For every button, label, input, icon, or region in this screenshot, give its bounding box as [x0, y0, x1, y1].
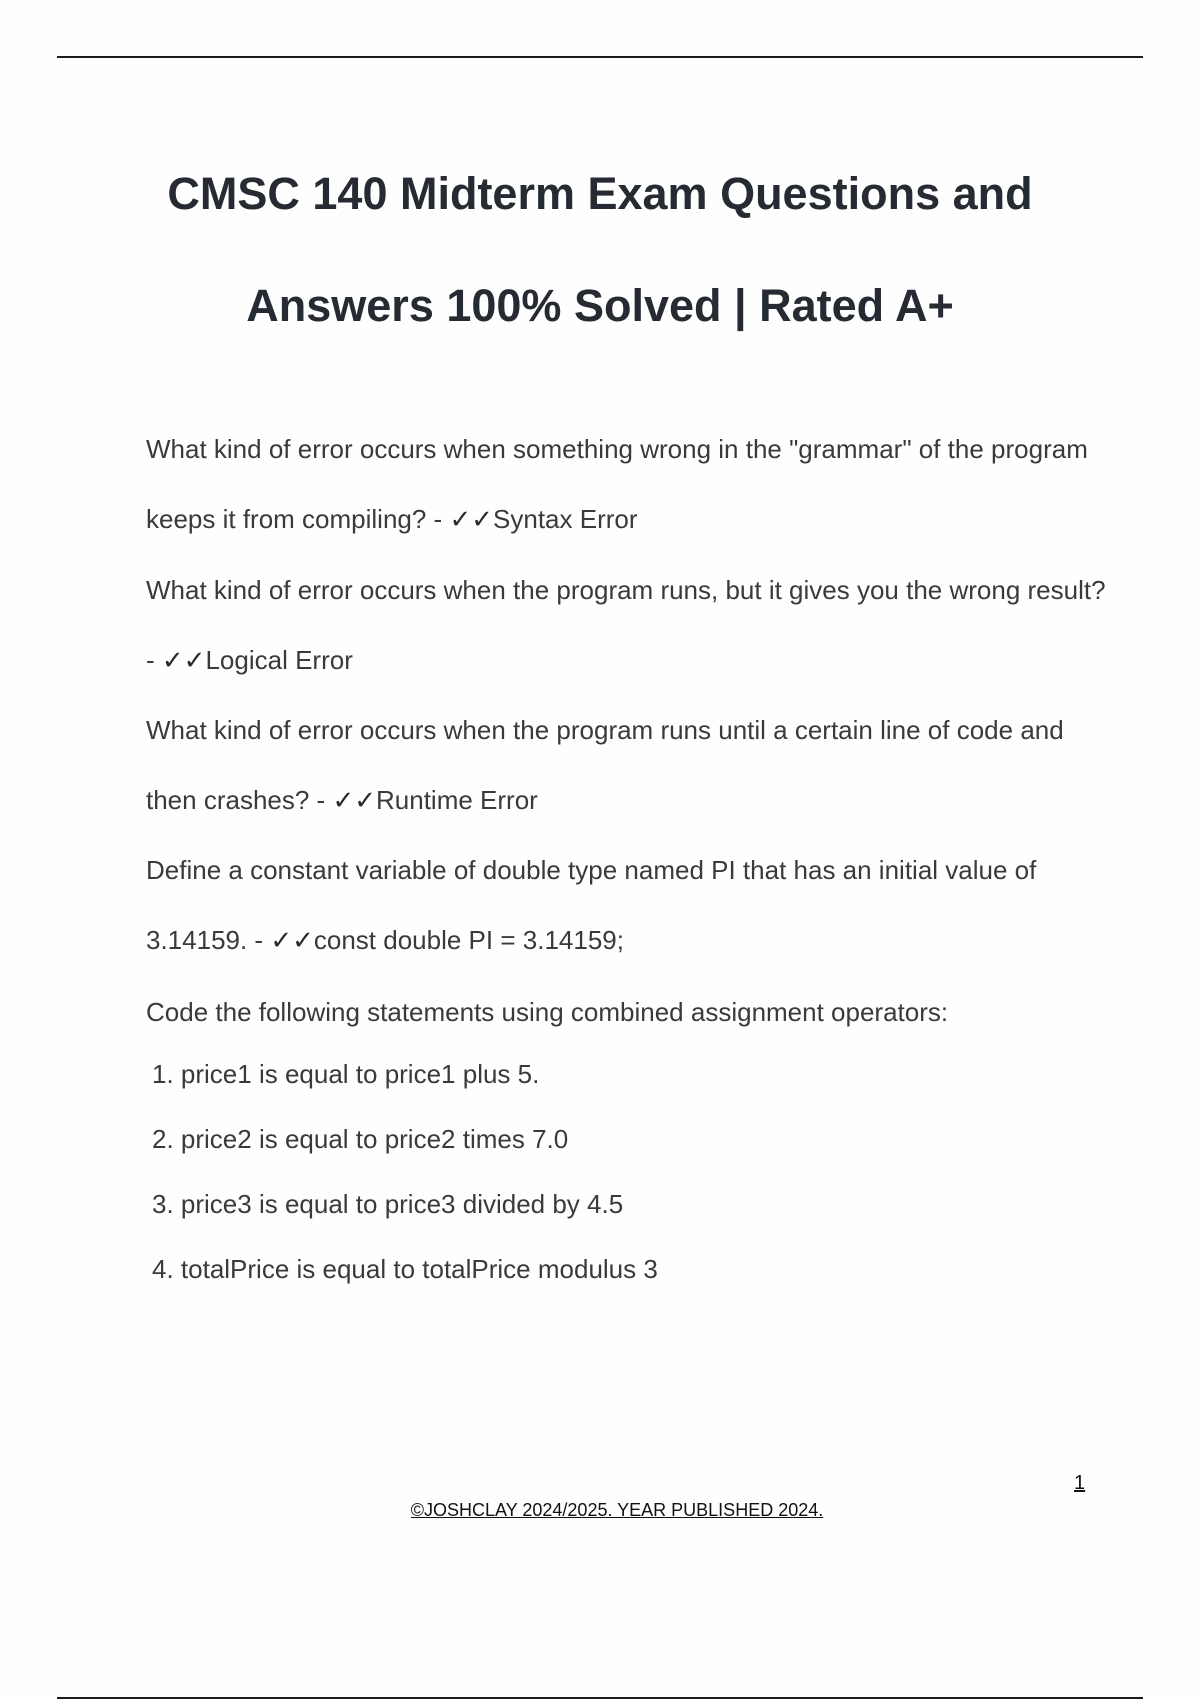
top-rule	[57, 56, 1143, 58]
qa-item-4	[146, 835, 1106, 975]
list-item: 3. price3 is equal to price3 divided by 4.5	[152, 1189, 624, 1219]
answer-text: Logical Error	[205, 645, 353, 675]
answer-text: Runtime Error	[376, 785, 538, 815]
checkmark-icon: ✓✓	[449, 504, 494, 534]
title-line-1: CMSC 140 Midterm Exam Questions and	[167, 168, 1033, 219]
checkmark-icon: ✓✓	[161, 645, 206, 675]
checkmark-icon: ✓✓	[270, 925, 314, 955]
statement-list	[152, 1042, 658, 1302]
qa-item-5	[146, 977, 1106, 1047]
bottom-rule	[57, 1697, 1143, 1699]
answer-text: Syntax Error	[493, 504, 638, 534]
answer-text: const double PI = 3.14159;	[313, 925, 624, 955]
qa-item-3	[146, 695, 1106, 835]
copyright-footer: ©JOSHCLAY 2024/2025. YEAR PUBLISHED 2024.	[410, 1500, 824, 1520]
question-text: Define a constant variable of double type named PI that has an initial value of 3.14159. -	[146, 855, 1037, 955]
question-text: What kind of error occurs when the program runs until a certain line of code and then crashes? -	[146, 715, 1064, 815]
list-item: 4. totalPrice is equal to totalPrice modulus 3	[152, 1254, 658, 1284]
qa-item-1	[146, 414, 1106, 554]
checkmark-icon: ✓✓	[332, 785, 377, 815]
list-item: 2. price2 is equal to price2 times 7.0	[152, 1124, 569, 1154]
title-line-2: Answers 100% Solved | Rated A+	[246, 280, 954, 331]
page-number: 1	[1074, 1472, 1086, 1494]
qa-item-2	[146, 555, 1106, 695]
question-text: What kind of error occurs when the program runs, but it gives you the wrong result? -	[146, 575, 1106, 675]
question-text: What kind of error occurs when something wrong in the "grammar" of the program keeps it from compiling? -	[146, 434, 1088, 534]
document-title	[0, 138, 1200, 362]
question-text: Code the following statements using combined assignment operators:	[146, 997, 949, 1027]
list-item: 1. price1 is equal to price1 plus 5.	[152, 1059, 540, 1089]
